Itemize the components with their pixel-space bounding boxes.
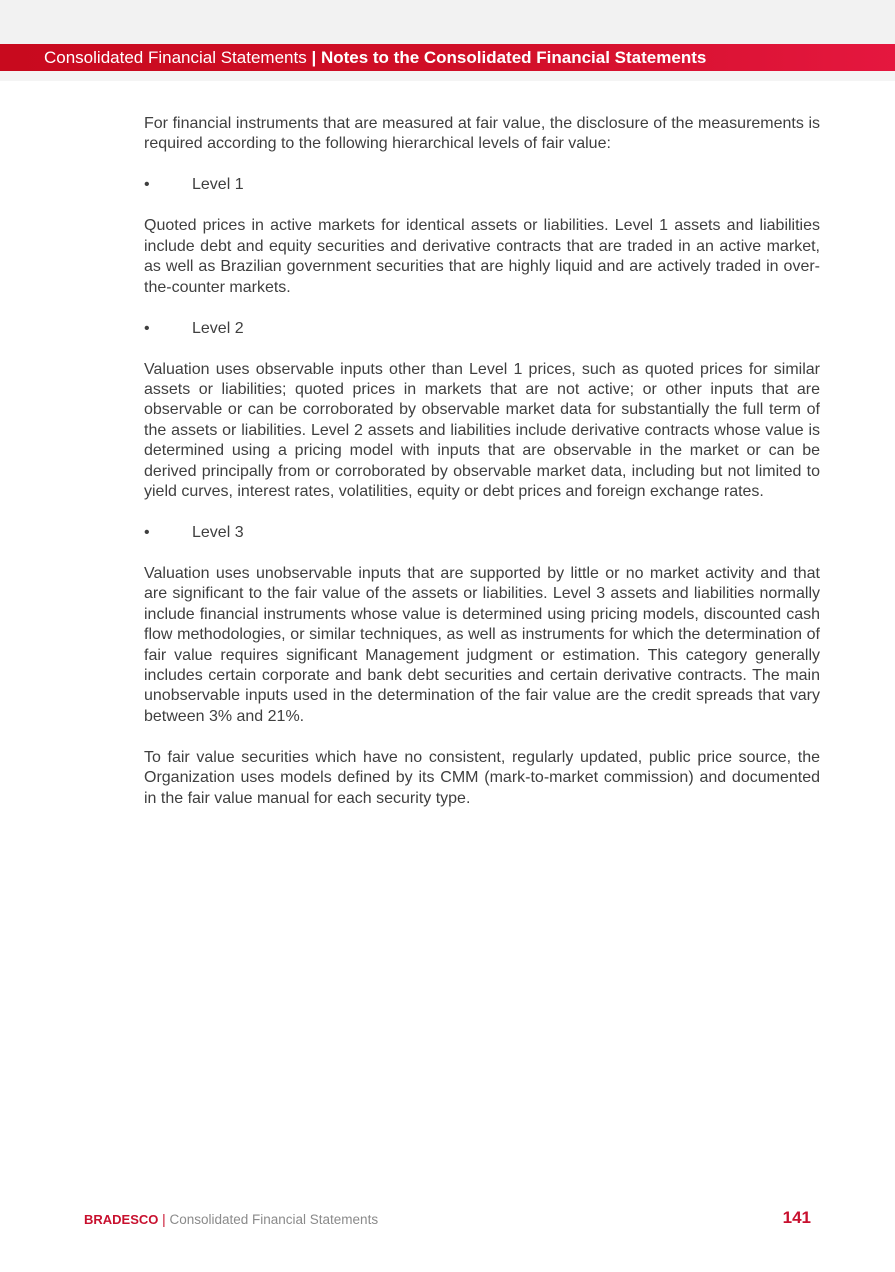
level-1-bullet <box>144 175 820 195</box>
bullet-icon: • <box>144 524 150 542</box>
header-separator: | <box>311 48 317 67</box>
brand-logo-text: BRADESCO <box>84 1212 159 1227</box>
level-1-heading: Level 1 <box>192 176 244 194</box>
footer-title: Consolidated Financial Statements <box>169 1212 379 1227</box>
page-number: 141 <box>782 1208 811 1227</box>
level-2-bullet <box>144 319 820 339</box>
top-margin <box>0 0 895 44</box>
level-1-paragraph: Quoted prices in active markets for identical assets or liabilities. Level 1 assets and liabilities include debt and equity securities and derivative contracts that are traded in an active market, as well as Brazilian government securities that are highly liquid and are actively traded in over-the-counter markets. <box>144 217 820 296</box>
level-2-paragraph: Valuation uses observable inputs other than Level 1 prices, such as quoted prices for similar assets or liabilities; quoted prices in markets that are not active; or other inputs that are observable or can be corroborated by observable market data for substantially the full term of the assets or liabilities. Level 2 assets and liabilities include derivative contracts whose value is determined using a pricing model with inputs that are observable in the market or can be derived principally from or corroborated by observable market data, including but not limited to yield curves, interest rates, volatilities, equity or debt prices and foreign exchange rates. <box>144 360 820 501</box>
bullet-icon: • <box>144 319 150 337</box>
header-shadow <box>0 71 895 81</box>
level-3-bullet <box>144 523 820 543</box>
document-body <box>144 114 820 830</box>
closing-paragraph: To fair value securities which have no consistent, regularly updated, public price source, the Organization uses models defined by its CMM (mark-to-market commission) and documented in the fair value manual for each security type. <box>144 748 820 807</box>
page-header <box>0 44 895 71</box>
footer-separator: | <box>162 1212 166 1227</box>
level-3-heading: Level 3 <box>192 524 244 542</box>
page-footer <box>84 1211 378 1229</box>
header-title <box>44 44 706 71</box>
header-section-title: Consolidated Financial Statements <box>44 48 307 67</box>
level-2-heading: Level 2 <box>192 319 244 337</box>
level-3-paragraph: Valuation uses unobservable inputs that are supported by little or no market activity and that are significant to the fair value of the assets or liabilities. Level 3 assets and liabilities normally include financial instruments whose value is determined using pricing models, discounted cash flow methodologies, or similar techniques, as well as instruments for which the determination of fair value requires significant Management judgment or estimation. This category generally includes certain corporate and bank debt securities and certain derivative contracts. The main unobservable inputs used in the determination of the fair value are the credit spreads that vary between 3% and 21%. <box>144 565 820 725</box>
header-subsection-title: Notes to the Consolidated Financial Statements <box>320 48 707 67</box>
intro-paragraph: For financial instruments that are measured at fair value, the disclosure of the measurements is required according to the following hierarchical levels of fair value: <box>144 115 820 153</box>
bullet-icon: • <box>144 176 150 194</box>
